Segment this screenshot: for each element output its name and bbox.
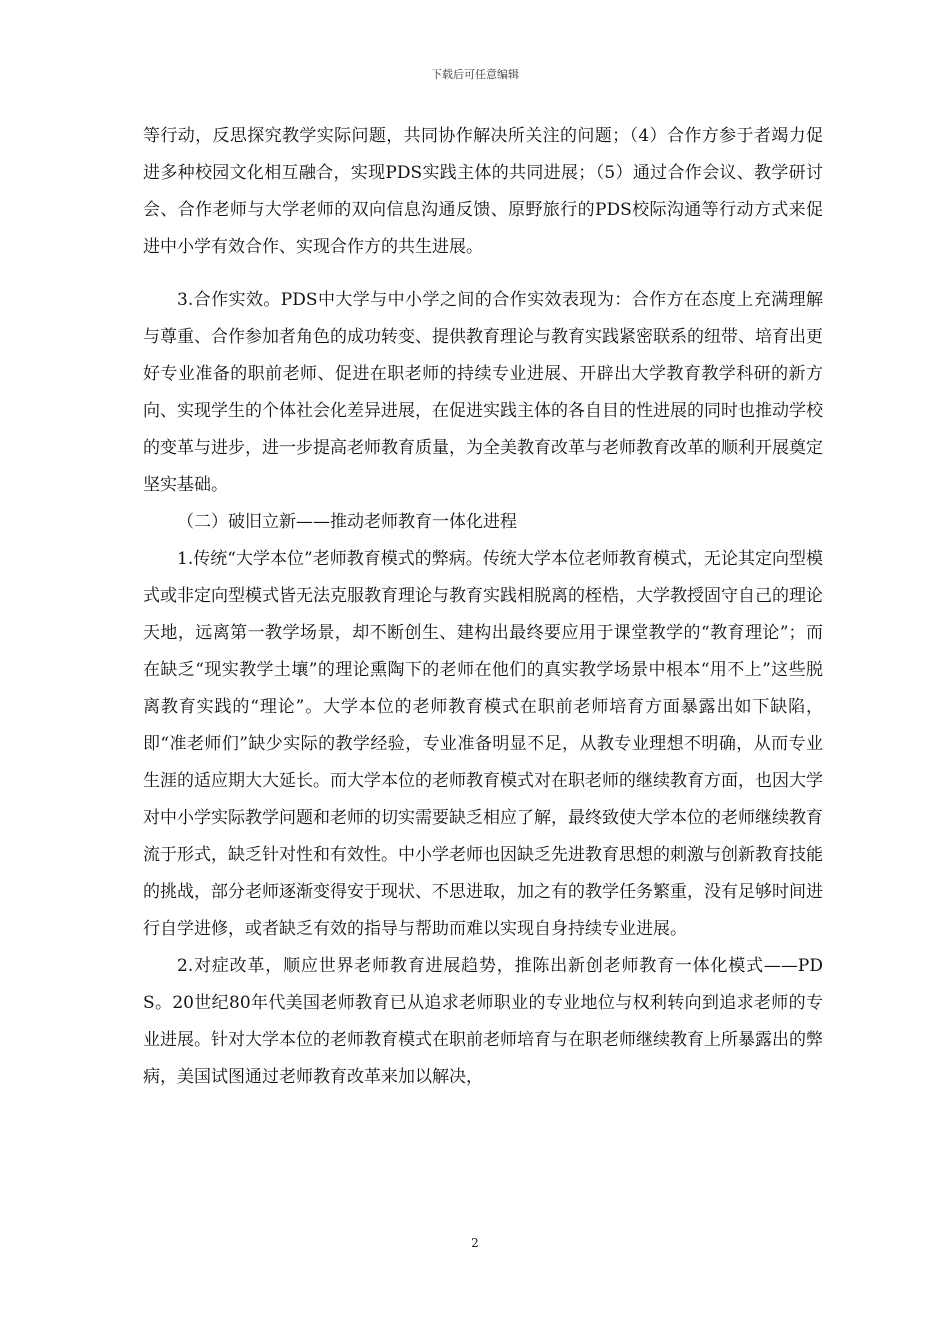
paragraph-cooperation-results: 3.合作实效。PDS中大学与中小学之间的合作实效表现为：合作方在态度上充满理解与尊重、合作参加者角色的成功转变、提供教育理论与教育实践紧密联系的纽带、培育出更好专业准备的职前老师、促进在职老师的持续专业进展、开辟出大学教育教学科研的新方向、实现学生的个体社会化差异进展，在促进实践主体的各自目的性进展的同时也推动学校的变革与进步，进一步提高老师教育质量，为全美教育改革与老师教育改革的顺利开展奠定坚实基础。 [143, 290, 823, 495]
paragraph-reform: 2.对症改革，顺应世界老师教育进展趋势，推陈出新创老师教育一体化模式——PDS。20世纪80年代美国老师教育已从追求老师职业的专业地位与权利转向到追求老师的专业进展。针对大学本位的老师教育模式在职前老师培育与在职老师继续教育上所暴露出的弊病，美国试图通过老师教育改革来加以解决， [143, 956, 823, 1087]
page-header: 下载后可任意编辑 [431, 68, 519, 81]
paragraph-continuation: 等行动，反思探究教学实际问题，共同协作解决所关注的问题；（4）合作方参于者竭力促进多种校园文化相互融合，实现PDS实践主体的共同进展；（5）通过合作会议、教学研讨会、合作老师与大学老师的双向信息沟通反馈、原野旅行的PDS校际沟通等行动方式来促进中小学有效合作、实现合作方的共生进展。 [143, 126, 823, 257]
page-number: 2 [471, 1236, 479, 1250]
paragraph-traditional-model: 1.传统“大学本位”老师教育模式的弊病。传统大学本位老师教育模式，无论其定向型模式或非定向型模式皆无法克服教育理论与教育实践相脱离的桎梏，大学教授固守自己的理论天地，远离第一教学场景，却不断创生、建构出最终要应用于课堂教学的“教育理论”；而在缺乏“现实教学土壤”的理论熏陶下的老师在他们的真实教学场景中根本“用不上”这些脱离教育实践的“理论”。大学本位的老师教育模式在职前老师培育方面暴露出如下缺陷，即“准老师们”缺少实际的教学经验，专业准备明显不足，从教专业理想不明确，从而专业生涯的适应期大大延长。而大学本位的老师教育模式对在职老师的继续教育方面，也因大学对中小学实际教学问题和老师的切实需要缺乏相应了解，最终致使大学本位的老师继续教育流于形式，缺乏针对性和有效性。中小学老师也因缺乏先进教育思想的刺激与创新教育技能的挑战，部分老师逐渐变得安于现状、不思进取，加之有的教学任务繁重，没有足够时间进行自学进修，或者缺乏有效的指导与帮助而难以实现自身持续专业进展。 [143, 549, 823, 939]
section-heading: （二）破旧立新——推动老师教育一体化进程 [177, 512, 517, 532]
document-body [143, 118, 823, 1096]
